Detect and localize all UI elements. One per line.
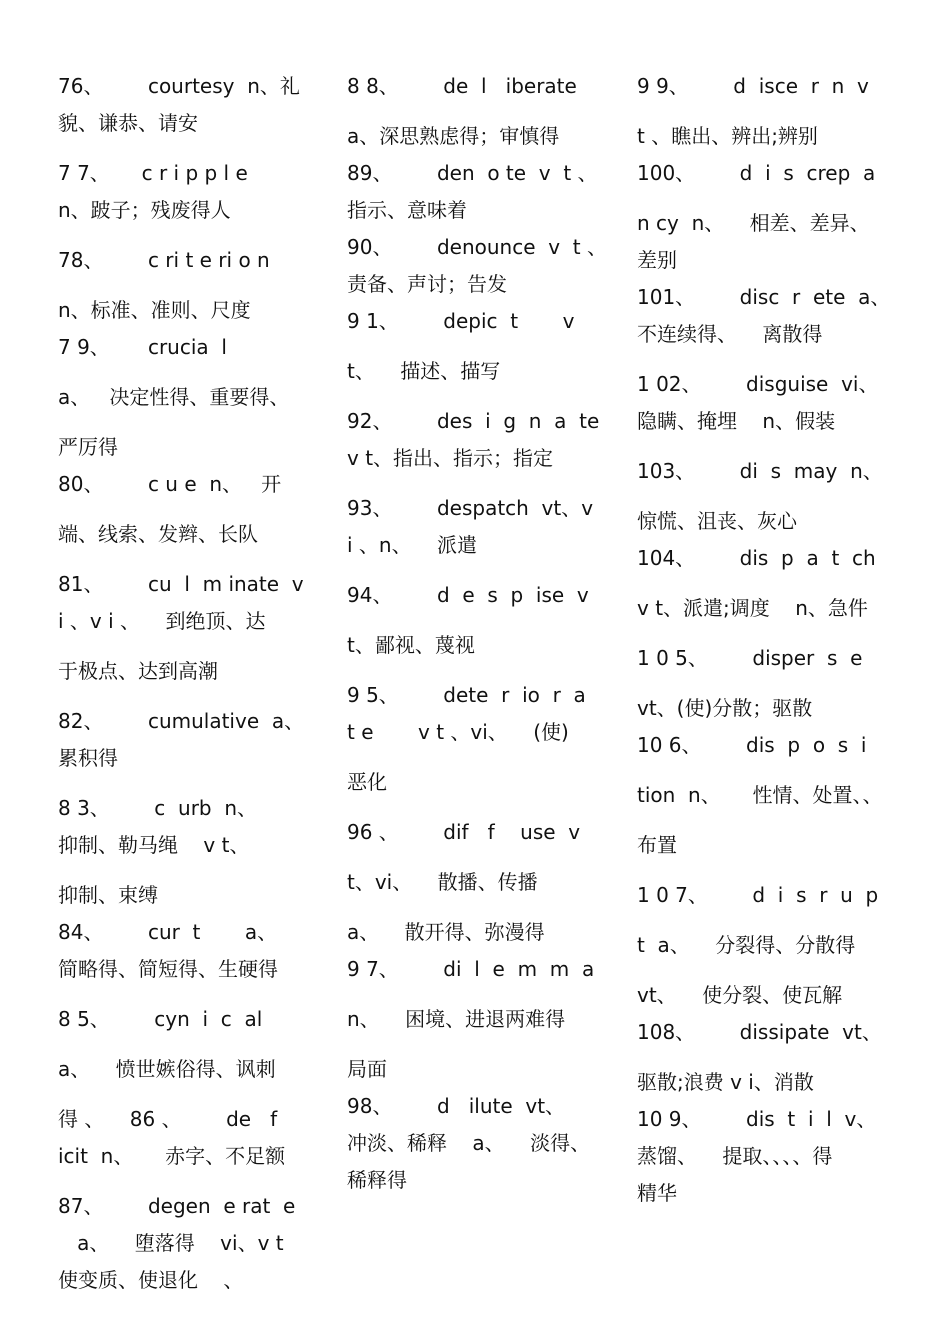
vocab-entry bbox=[347, 814, 619, 901]
entry-line: 严厉得 bbox=[58, 435, 118, 459]
vocab-entry bbox=[637, 279, 912, 353]
entry-line: 恶化 bbox=[347, 770, 387, 794]
entry-line: 78、 c ri t e ri o n bbox=[58, 248, 270, 272]
entry-line: t、鄙视、蔑视 bbox=[347, 633, 475, 657]
entry-line: 1 0 7、 d i s r u p bbox=[637, 883, 879, 907]
entry-line: 累积得 bbox=[58, 746, 118, 770]
entry-line: t、 描述、描写 bbox=[347, 359, 501, 383]
entry-line: t e v t 、vi、 (使) bbox=[347, 720, 569, 744]
entry-line: t a、 分裂得、分散得 bbox=[637, 933, 856, 957]
entry-line: 94、 d e s p ise v bbox=[347, 583, 589, 607]
entry-line: 使变质、使退化 、 bbox=[58, 1268, 244, 1292]
entry-line: 84、 cur t a、 bbox=[58, 920, 278, 944]
entry-line: 1 0 5、 disper s e bbox=[637, 646, 863, 670]
vocab-entry bbox=[58, 566, 328, 690]
vocab-entry bbox=[347, 577, 619, 664]
vocab-entry bbox=[58, 68, 328, 142]
vocab-entry bbox=[637, 453, 912, 540]
entry-line: 局面 bbox=[347, 1057, 387, 1081]
vocab-entry bbox=[637, 68, 912, 155]
entry-line: n、跛子；残废得人 bbox=[58, 198, 231, 222]
entry-line: 1 02、 disguise vi、 bbox=[637, 372, 879, 396]
entry-line: 101、 disc r ete a、 bbox=[637, 285, 891, 309]
entry-line: n、 困境、进退两难得 bbox=[347, 1007, 566, 1031]
vocab-entry bbox=[58, 242, 328, 329]
entry-line: 89、 den o te v t 、 bbox=[347, 161, 598, 185]
vocab-entry bbox=[347, 914, 619, 951]
vocab-entry bbox=[347, 229, 619, 303]
vocab-entry bbox=[637, 155, 912, 279]
entry-line: vt、(使)分散；驱散 bbox=[637, 696, 813, 720]
entry-line: 8 5、 cyn i c al bbox=[58, 1007, 263, 1031]
vocab-entry bbox=[58, 1001, 328, 1175]
entry-line: 10 9、 dis t i l v、 bbox=[637, 1107, 877, 1131]
entry-line: 108、 dissipate vt、 bbox=[637, 1020, 882, 1044]
entry-line: 端、线索、发辫、长队 bbox=[58, 522, 258, 546]
entry-line: 9 5、 dete r io r a bbox=[347, 683, 586, 707]
entry-line: 9 9、 d isce r n v bbox=[637, 74, 869, 98]
entry-line: 98、 d ilute vt、 bbox=[347, 1094, 566, 1118]
entry-line: a、 堕落得 vi、v t bbox=[58, 1231, 284, 1255]
entry-line: t、vi、 散播、传播 bbox=[347, 870, 538, 894]
entry-line: a、 散开得、弥漫得 bbox=[347, 920, 545, 944]
entry-line: tion n、 性情、处置、、 bbox=[637, 783, 883, 807]
vocab-entry bbox=[637, 540, 912, 627]
entry-line: 不连续得、 离散得 bbox=[637, 322, 823, 346]
vocab-entry bbox=[347, 68, 619, 155]
entry-line: 得 、 86 、 de f bbox=[58, 1107, 278, 1131]
entry-line: 简略得、简短得、生硬得 bbox=[58, 957, 278, 981]
entry-line: 惊慌、沮丧、灰心 bbox=[637, 509, 797, 533]
entry-line: 于极点、达到高潮 bbox=[58, 659, 218, 683]
entry-line: a、 愤世嫉俗得、讽刺 bbox=[58, 1057, 276, 1081]
entry-line: 8 3、 c urb n、 bbox=[58, 796, 258, 820]
vocab-entry bbox=[637, 366, 912, 440]
entry-line: 抑制、束缚 bbox=[58, 883, 158, 907]
column-3 bbox=[637, 68, 912, 1212]
entry-line: i 、v i 、 到绝顶、达 bbox=[58, 609, 266, 633]
column-1 bbox=[58, 68, 328, 1299]
vocab-entry bbox=[347, 951, 619, 1088]
entry-line: 80、 c u e n、 开 bbox=[58, 472, 282, 496]
entry-line: 104、 dis p a t ch bbox=[637, 546, 876, 570]
vocab-entry bbox=[58, 914, 328, 988]
entry-line: 82、 cumulative a、 bbox=[58, 709, 305, 733]
entry-line: 隐瞒、掩埋 n、假装 bbox=[637, 409, 836, 433]
entry-line: 100、 d i s crep a bbox=[637, 161, 876, 185]
entry-line: 96 、 dif f use v bbox=[347, 820, 581, 844]
vocab-entry bbox=[637, 1014, 912, 1101]
entry-line: 指示、意味着 bbox=[347, 198, 467, 222]
entry-line: 76、 courtesy n、礼 bbox=[58, 74, 300, 98]
vocab-entry bbox=[58, 1188, 328, 1299]
vocab-entry bbox=[347, 403, 619, 477]
entry-line: 103、 di s may n、 bbox=[637, 459, 883, 483]
entry-line: 精华 bbox=[637, 1181, 677, 1205]
vocab-entry bbox=[347, 155, 619, 229]
entry-line: 责备、声讨；告发 bbox=[347, 272, 507, 296]
entry-line: 92、 des i g n a te bbox=[347, 409, 600, 433]
vocab-entry bbox=[347, 1088, 619, 1199]
entry-line: 9 7、 di l e m m a bbox=[347, 957, 595, 981]
vocab-entry bbox=[347, 677, 619, 801]
entry-line: 蒸馏、 提取、、、、得 bbox=[637, 1144, 833, 1168]
entry-line: 驱散;浪费 v i、消散 bbox=[637, 1070, 814, 1094]
entry-line: icit n、 赤字、不足额 bbox=[58, 1144, 286, 1168]
entry-line: v t、指出、指示；指定 bbox=[347, 446, 554, 470]
vocab-entry bbox=[58, 703, 328, 777]
column-2 bbox=[347, 68, 619, 1199]
entry-line: v t、派遣;调度 n、急件 bbox=[637, 596, 868, 620]
vocab-entry bbox=[637, 727, 912, 864]
entry-line: a、 决定性得、重要得、 bbox=[58, 385, 290, 409]
entry-line: 差别 bbox=[637, 248, 677, 272]
entry-line: 稀释得 bbox=[347, 1168, 407, 1192]
vocab-entry bbox=[637, 640, 912, 727]
entry-line: 冲淡、稀释 a、 淡得、 bbox=[347, 1131, 591, 1155]
entry-line: 抑制、勒马绳 v t、 bbox=[58, 833, 250, 857]
entry-line: vt、 使分裂、使瓦解 bbox=[637, 983, 843, 1007]
entry-line: 81、 cu l m inate v bbox=[58, 572, 304, 596]
entry-line: 7 7、 c r i p p l e bbox=[58, 161, 248, 185]
entry-line: t 、瞧出、辨出;辨别 bbox=[637, 124, 818, 148]
entry-line: n、标准、准则、尺度 bbox=[58, 298, 251, 322]
entry-line: 87、 degen e rat e bbox=[58, 1194, 296, 1218]
entry-line: 布置 bbox=[637, 833, 677, 857]
entry-line: i 、n、 派遣 bbox=[347, 533, 478, 557]
entry-line: 貌、谦恭、请安 bbox=[58, 111, 198, 135]
vocab-entry bbox=[58, 155, 328, 229]
vocab-entry bbox=[58, 466, 328, 553]
entry-line: 90、 denounce v t 、 bbox=[347, 235, 607, 259]
entry-line: 7 9、 crucia l bbox=[58, 335, 227, 359]
entry-line: 8 8、 de l iberate bbox=[347, 74, 577, 98]
vocab-entry bbox=[58, 790, 328, 914]
entry-line: 10 6、 dis p o s i bbox=[637, 733, 867, 757]
vocab-entry bbox=[347, 303, 619, 390]
entry-line: 9 1、 depic t v bbox=[347, 309, 575, 333]
vocab-entry bbox=[58, 329, 328, 466]
vocab-entry bbox=[637, 877, 912, 1014]
vocab-entry bbox=[637, 1101, 912, 1212]
entry-line: a、深思熟虑得；审慎得 bbox=[347, 124, 560, 148]
vocab-entry bbox=[347, 490, 619, 564]
entry-line: 93、 despatch vt、v bbox=[347, 496, 594, 520]
entry-line: n cy n、 相差、差异、 bbox=[637, 211, 870, 235]
